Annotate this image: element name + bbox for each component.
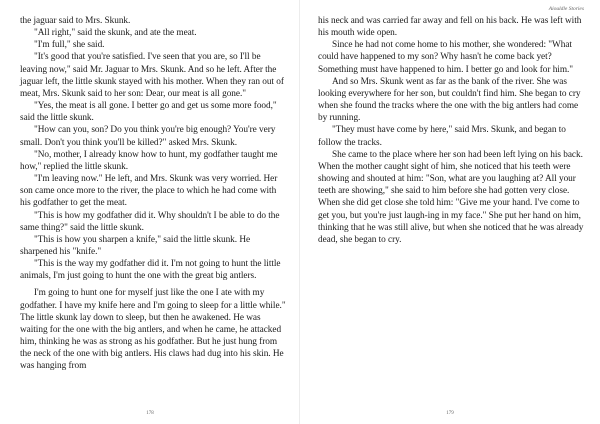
paragraph: his neck and was carried far away and fell on his back. He was left with his mouth wide open. bbox=[318, 16, 582, 39]
paragraph: "Yes, the meat is all gone. I better go and get us some more food," said the little skunk. bbox=[20, 101, 277, 124]
left-page-text bbox=[20, 15, 286, 373]
right-page-text bbox=[318, 15, 584, 246]
paragraph: "This is how my godfather did it. Why shouldn't I be able to do the same thing?" said the little skunk. bbox=[20, 210, 280, 233]
paragraph: "I'm full," she said. bbox=[34, 40, 105, 51]
paragraph: "All right," said the skunk, and ate the meat. bbox=[34, 28, 197, 39]
paragraph: "It's good that you're satisfied. I've seen that you are, so I'll be leaving now," said Mr. Jaguar to Mrs. Skunk. And so he left. After the jaguar left, the little skunk stayed with his mother. When they ran out of meat, Mrs. Skunk said to her son: Dear, our meat is all gone." bbox=[20, 52, 284, 99]
right-page-number: 179 bbox=[446, 411, 454, 416]
paragraph: "This is how you sharpen a knife," said the little skunk. He sharpened his "knife." bbox=[20, 234, 251, 257]
paragraph: Since he had not come home to his mother, she wondered: "What could have happened to my son? Why hasn't he come back yet? Something must have happened to him. I better go and look for him." bbox=[318, 40, 574, 75]
left-running-head bbox=[20, 4, 286, 14]
right-running-head: Aiouldle Stories bbox=[548, 6, 584, 12]
paragraph: She came to the place where her son had been left lying on his back. When the mother caught sight of him, she noticed that his teeth were showing and shouted at him: "Son, what are you laughing at? All your teeth are showing," she said to him before she had gotten very close. When she did get close she told him: "Give me your hand. I've come to get you, but you're just laugh-ing in my face." She put her hand on him, thinking that he was still alive, but when she noticed that he was already dead, she began to cry. bbox=[318, 149, 584, 245]
paragraph: "This is the way my godfather did it. I'm not going to hunt the little animals, I'm just going to hunt the one with the great big antlers. bbox=[20, 259, 281, 282]
left-page-number: 178 bbox=[146, 411, 154, 416]
right-page bbox=[300, 0, 600, 424]
paragraph: "How can you, son? Do you think you're big enough? You're very small. Don't you think you'll be killed?" asked Mrs. Skunk. bbox=[20, 125, 276, 148]
paragraph: And so Mrs. Skunk went as far as the bank of the river. She was looking everywhere for her son, but couldn't find him. She began to cry when she found the tracks where the one with the big antlers had come by running. bbox=[318, 76, 581, 124]
paragraph: "They must have come by here," said Mrs. Skunk, and began to follow the tracks. bbox=[318, 125, 566, 148]
paragraph: the jaguar said to Mrs. Skunk. bbox=[20, 16, 131, 26]
paragraph: "I'm leaving now." He left, and Mrs. Skunk was very worried. Her son came once more to the river, the place to which he had come with his godfather to get the meat. bbox=[20, 174, 278, 209]
paragraph: "No, mother, I already know how to hunt, my godfather taught me how," replied the little skunk. bbox=[20, 149, 278, 172]
paragraph: I'm going to hunt one for myself just like the one I ate with my godfather. I have my knife here and I'm going to sleep for a little while." The little skunk lay down to sleep, but then he awakened. He was waiting for the one with the big antlers, and when he came, he attacked him, thinking he was as strong as his godfather. But he just hung from the neck of the one with big antlers. His claws had dug into his skin. He was hanging from bbox=[20, 288, 286, 372]
